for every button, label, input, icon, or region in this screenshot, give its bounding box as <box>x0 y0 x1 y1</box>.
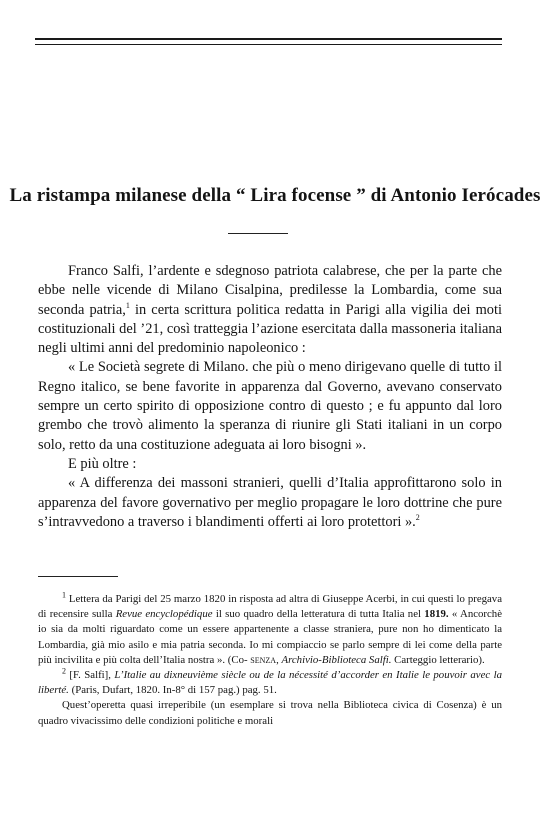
footnote-1-text-d: Carteggio letterario). <box>394 653 485 666</box>
footnote-2-title: L’Italie au dixneuvième siècle ou de la nécessité d’accorder en Italie le pouvoir avec la liberté. <box>38 669 502 697</box>
quotation-2 <box>38 474 502 532</box>
footnotes <box>38 592 502 729</box>
footnote-2-mark: 2 <box>62 666 66 676</box>
header-rule-thick <box>35 38 502 40</box>
quotation-2-text: « A differenza dei massoni stranieri, quelli d’Italia approfittarono solo in apparenza del favore governativo per meglio propagare le loro dottrine che pure s’intravvedono a traverso i blandimenti offerti ai loro protettori ». <box>38 475 502 530</box>
paragraph-1 <box>38 262 502 358</box>
footnote-1 <box>38 592 502 668</box>
title-divider <box>228 233 288 234</box>
footnote-1-senza: senza, <box>250 653 279 666</box>
footnote-1-journal: Revue encyclopédique <box>115 608 213 621</box>
footnote-1-text-a: Lettera da Parigi del 25 marzo 1820 in risposta ad altra di Giuseppe Acerbi, in cui questi lo pregava di recensire sulla <box>38 593 503 621</box>
quotation-1: « Le Società segrete di Milano. che più o meno dirigevano quelle di tutto il Regno italico, se bene favorite in apparenza dal Governo, avevano conservato sempre un certo spirito di opposizione contro di questo ; e fu appunto dal loro grembo che trovò alimento la speranza di riunire gli Stati italiani in un corpo solo, retto da una costituzione adeguata ai loro bisogni ». <box>38 359 502 453</box>
footnote-divider <box>38 576 118 577</box>
footnote-ref-1: 1 <box>125 300 130 310</box>
footnote-ref-2: 2 <box>415 513 420 523</box>
footnote-1-text-c: « Ancorchè io sia da molti riguardato come un essere appartenente a classe straniera, pure non ho dimenticato la Lombardia, già mio asilo e mia patria seconda. Io mi compiaccio se parlo sempre di lei come della parte più incivilita e più colta dell’Italia nostra ». (Co- <box>38 608 502 666</box>
footnote-2 <box>38 668 502 698</box>
footnote-1-text-b: il suo quadro della letteratura di tutta Italia nel <box>215 608 421 621</box>
paragraph-1-text: Franco Salfi, l’ardente e sdegnoso patriota calabrese, che per la parte che ebbe nelle vicende di Milano Cisalpina, predilesse la Lombardia, come sua seconda patria, <box>38 263 502 318</box>
footnote-1-year: 1819. <box>424 608 449 621</box>
footnote-2-author: [F. Salfi], <box>69 669 111 682</box>
article-title: La ristampa milanese della “ Lira focense ” di Antonio Ierócades <box>9 185 541 206</box>
footnote-2-imprint: (Paris, Dufart, 1820. In-8° di 157 pag.) pag. 51. <box>71 684 277 697</box>
footnote-1-mark: 1 <box>62 590 66 600</box>
paragraph-1-continued: in certa scrittura politica redatta in Parigi alla vigilia dei moti costituzionali del ’21, così tratteggia l’azione esercitata dalla massoneria italiana negli ultimi anni del predominio napoleonico : <box>38 301 502 357</box>
article-body <box>38 262 502 532</box>
paragraph-2: E più oltre : <box>68 455 137 472</box>
footnote-1-archive: Archivio-Biblioteca Salfi. <box>281 653 392 666</box>
header-rule-thin <box>35 44 502 45</box>
footnote-2-continuation: Quest’operetta quasi irreperibile (un esemplare si trova nella Biblioteca civica di Cosenza) è un quadro vivacissimo delle condizioni politiche e morali <box>38 699 502 727</box>
